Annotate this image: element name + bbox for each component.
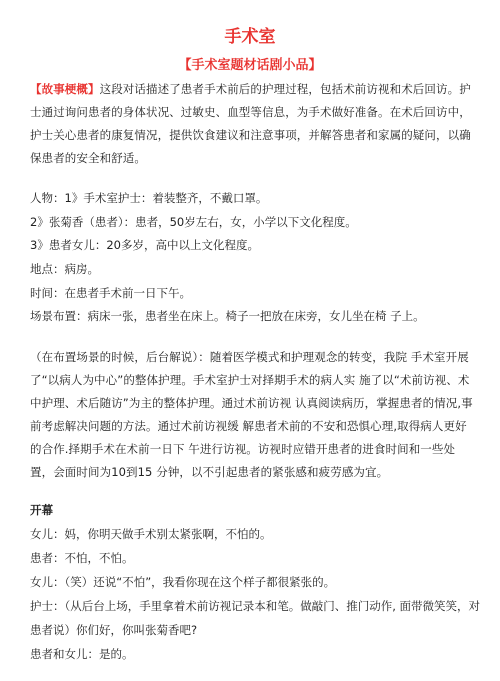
characters-line-1: 人物：1》手术室护士：着装整齐，不戴口罩。 [30, 191, 268, 205]
page-subtitle: 【手术室题材话剧小品】 [178, 58, 322, 73]
opening-heading: 开幕 [30, 503, 53, 517]
characters-line-3: 3》患者女儿：20多岁，高中以上文化程度。 [30, 238, 259, 252]
page-title: 手术室 [224, 27, 276, 47]
dialogue-line-4: 护士：（从后台上场，手里拿着术前访视记录本和笔。做敲门、推门动作, 面带微笑笑，对 [30, 599, 481, 613]
summary-tag: 【故事梗概】 [30, 82, 100, 96]
characters-line-2: 2》张菊香（患者）：患者，50岁左右，女，小学以下文化程度。 [30, 215, 357, 229]
scene-line: 场景布置：病床一张，患者坐在床上。椅子一把放在床旁，女儿坐在椅 子上。 [30, 309, 425, 323]
dialogue-line-3: 女儿：（笑）还说“不怕”，我看你现在这个样子都很紧张的。 [30, 575, 336, 589]
time-line: 时间：在患者手术前一日下午。 [30, 286, 191, 300]
dialogue-line-5: 患者说）你们好，你叫张菊香吧? [30, 623, 198, 637]
narration-paragraph: （在布置场景的时候，后台解说）：随着医学模式和护理观念的转变，我院 手术室开展了“以病人为中心”的整体护理。手术室护士对择期手术的病人实 施了以“术前访视、术中护理、术后随访”为主的整体护理。通过术前访视 认真阅读病历，掌握患者的情况,事前考虑解决问题的方法。通过术前访视缓 解患者术前的不安和恐惧心理,取得病人更好的合作.择期手术在术前一日下 午进行访视。访视时应错开患者的进食时间和一些处置，会面时间为10到15 分钟，以不引起患者的紧张感和疲劳感为宜。 [30, 350, 473, 479]
dialogue-line-2: 患者：不怕，不怕。 [30, 551, 134, 565]
summary-text: 这段对话描述了患者手术前后的护理过程，包括术前访视和术后回访。护士通过询问患者的身体状况、过敏史、血型等信息，为手术做好准备。在术后回访中，护士关心患者的康复情况，提供饮食建议和注意事项，并解答患者和家属的疑问，以确保患者的安全和舒适。 [30, 82, 471, 165]
dialogue-line-6: 患者和女儿：是的。 [30, 647, 134, 661]
location-line: 地点：病房。 [30, 262, 99, 276]
dialogue-line-1: 女儿：妈，你明天做手术别太紧张啊，不怕的。 [30, 527, 272, 541]
story-summary [30, 78, 476, 170]
